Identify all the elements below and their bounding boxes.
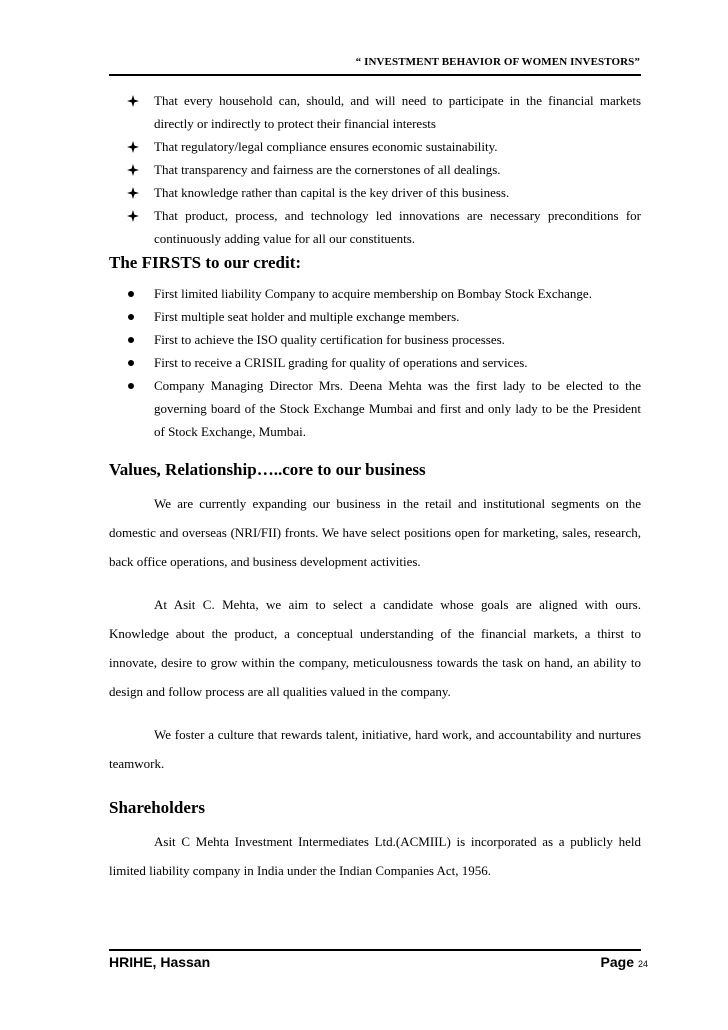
list-item [109,158,641,181]
page-content [109,89,641,885]
list-item [109,181,641,204]
list-item [109,282,641,305]
list-item-text: Company Managing Director Mrs. Deena Mehta was the first lady to be elected to the governing board of the Stock Exchange Mumbai and first and only lady to be the President of Stock Exchange, Mumbai. [154,378,641,439]
bullet-dot-icon [128,383,134,389]
list-item-text: First limited liability Company to acquire membership on Bombay Stock Exchange. [154,286,592,301]
paragraph: Asit C Mehta Investment Intermediates Ltd.(ACMIIL) is incorporated as a publicly held limited liability company in India under the Indian Companies Act, 1956. [109,834,641,878]
paragraph: We foster a culture that rewards talent, initiative, hard work, and accountability and nurtures teamwork. [109,727,641,771]
footer-rule [109,949,641,951]
diamond-bullet-icon [127,95,139,107]
list-item [109,135,641,158]
bullet-dot-icon [128,360,134,366]
section-heading-shareholders: Shareholders [109,798,206,817]
page-label: Page [600,954,634,970]
list-item-text: That product, process, and technology led innovations are necessary preconditions for continuously adding value for all our constituents. [154,208,641,246]
section-heading-values: Values, Relationship…..core to our business [109,460,426,479]
list-item [109,374,641,443]
list-item-text: First multiple seat holder and multiple exchange members. [154,309,460,324]
diamond-bullet-icon [127,141,139,153]
list-item-text: That knowledge rather than capital is the key driver of this business. [154,185,510,200]
running-header: “ INVESTMENT BEHAVIOR OF WOMEN INVESTORS” [355,56,640,68]
paragraph: At Asit C. Mehta, we aim to select a candidate whose goals are aligned with ours. Knowledge about the product, a conceptual understanding of the financial markets, a thirst to innovate, desire to grow within the company, meticulousness towards the task on hand, an ability to design and follow process are all qualities valued in the company. [109,597,641,699]
bullet-dot-icon [128,314,134,320]
diamond-bullet-icon [127,210,139,222]
list-item [109,305,641,328]
header-rule [109,74,641,76]
paragraph: We are currently expanding our business in the retail and institutional segments on the domestic and overseas (NRI/FII) fronts. We have select positions open for marketing, sales, research, back office operations, and business development activities. [109,496,641,569]
footer-page-indicator [601,954,648,972]
list-item [109,351,641,374]
page-number: 24 [637,959,648,969]
list-item-text: First to receive a CRISIL grading for quality of operations and services. [154,355,528,370]
list-item-text: That regulatory/legal compliance ensures economic sustainability. [154,139,498,154]
bullet-dot-icon [128,337,134,343]
diamond-bullet-icon [127,187,139,199]
list-item [109,328,641,351]
list-item-text: First to achieve the ISO quality certification for business processes. [154,332,505,347]
diamond-bullet-list [109,89,641,250]
bullet-dot-icon [128,291,134,297]
list-item-text: That every household can, should, and will need to participate in the financial markets directly or indirectly to protect their financial interests [154,93,641,131]
footer-institution: HRIHE, Hassan [109,954,211,970]
diamond-bullet-icon [127,164,139,176]
list-item [109,89,641,135]
section-heading-firsts: The FIRSTS to our credit: [109,253,302,272]
list-item-text: That transparency and fairness are the cornerstones of all dealings. [154,162,501,177]
firsts-bullet-list [109,282,641,443]
list-item [109,204,641,250]
